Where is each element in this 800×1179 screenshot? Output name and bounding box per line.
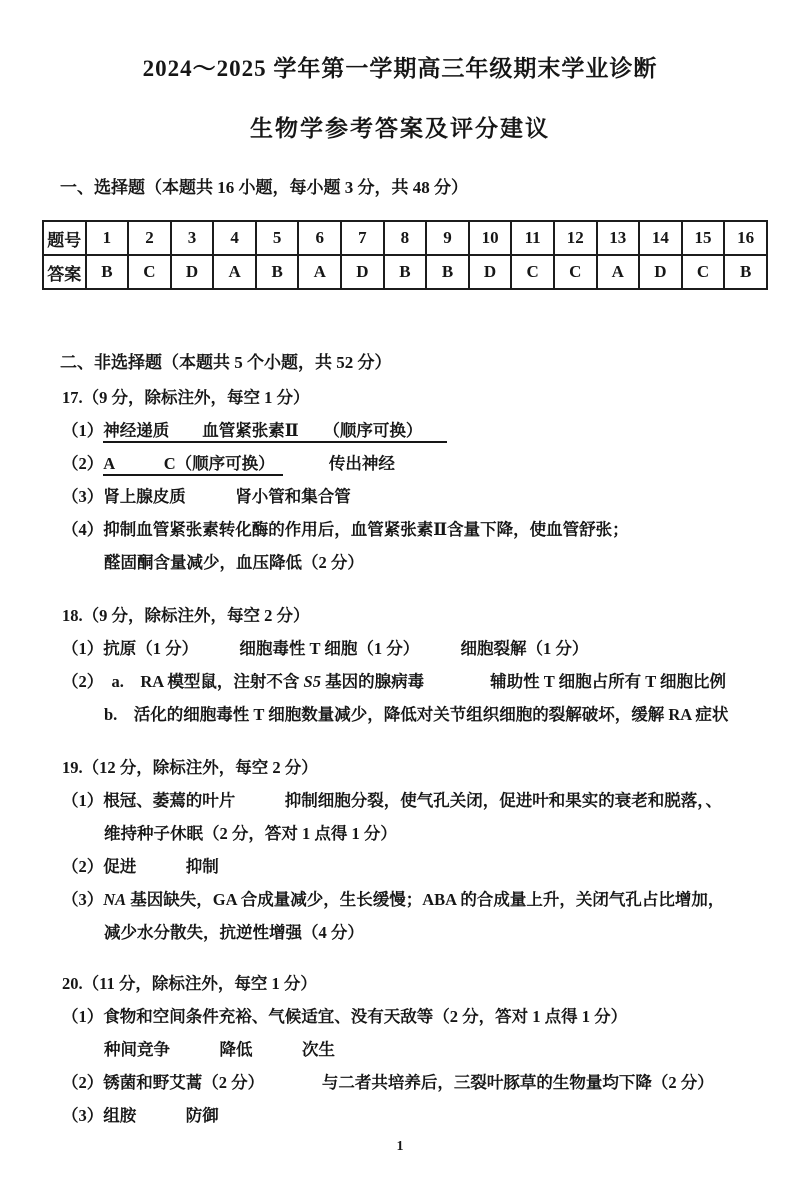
answer-cell: A bbox=[298, 255, 341, 289]
q17-item-2-blank-answer: A C（顺序可换） bbox=[103, 454, 283, 476]
answer-cell: D bbox=[341, 255, 384, 289]
q19-gene-na: NA bbox=[103, 890, 127, 909]
question-number-cell: 13 bbox=[597, 221, 640, 255]
answer-cell: D bbox=[469, 255, 512, 289]
q17-item-2-answer: 传出神经 bbox=[328, 454, 395, 473]
q17-item-2-label: （2） bbox=[62, 454, 104, 473]
q18-header: 18.（9 分，除标注外，每空 2 分） bbox=[62, 606, 310, 625]
q17-item-1 bbox=[62, 418, 762, 443]
answer-cell: D bbox=[171, 255, 214, 289]
question-number-cell: 10 bbox=[469, 221, 512, 255]
q19-item-1-line2: 维持种子休眠（2 分，答对 1 点得 1 分） bbox=[104, 824, 397, 843]
answer-cell: B bbox=[426, 255, 469, 289]
question-number-cell: 14 bbox=[639, 221, 682, 255]
q19-item-3-pre: （3） bbox=[62, 890, 104, 909]
q19-item-3-line2: 减少水分散失，抗逆性增强（4 分） bbox=[104, 923, 364, 942]
question-number-cell: 11 bbox=[511, 221, 554, 255]
section2-heading: 二、非选择题（本题共 5 个小题，共 52 分） bbox=[60, 353, 392, 372]
question-number-cell: 3 bbox=[171, 221, 214, 255]
q18-item-1: （1）抗原（1 分） 细胞毒性 T 细胞（1 分） 细胞裂解（1 分） bbox=[62, 639, 589, 658]
q20-header: 20.（11 分，除标注外，每空 1 分） bbox=[62, 974, 317, 993]
doc-title: 2024～2025 学年第一学期高三年级期末学业诊断 bbox=[142, 56, 658, 81]
q18-item-2a-post: 基因的腺病毒 辅助性 T 细胞占所有 T 细胞比例 bbox=[320, 672, 727, 691]
q18-item-2a bbox=[62, 669, 762, 694]
q17-header: 17.（9 分，除标注外，每空 1 分） bbox=[62, 388, 310, 407]
q19-item-3-post: 基因缺失，GA 合成量减少，生长缓慢；ABA 的合成量上升，关闭气孔占比增加， bbox=[126, 890, 725, 909]
q18-item-2b: b. 活化的细胞毒性 T 细胞数量减少，降低对关节组织细胞的裂解破坏，缓解 RA 症状 bbox=[104, 705, 729, 724]
q18-gene-s5: S5 bbox=[303, 672, 321, 691]
answer-cell: D bbox=[639, 255, 682, 289]
answer-cell: C bbox=[511, 255, 554, 289]
q19-item-2: （2）促进 抑制 bbox=[62, 857, 219, 876]
page-number: 1 bbox=[396, 1139, 404, 1154]
q19-item-1-line1: （1）根冠、萎蔫的叶片 抑制细胞分裂，使气孔关闭，促进叶和果实的衰老和脱落，、 bbox=[62, 791, 722, 810]
doc-subtitle: 生物学参考答案及评分建议 bbox=[250, 116, 550, 141]
q19-header: 19.（12 分，除标注外，每空 2 分） bbox=[62, 758, 318, 777]
question-number-cell: 16 bbox=[724, 221, 767, 255]
answer-table bbox=[42, 220, 768, 290]
question-number-cell: 4 bbox=[213, 221, 256, 255]
question-number-cell: 6 bbox=[298, 221, 341, 255]
q17-item-4-line1: （4）抑制血管紧张素转化酶的作用后，血管紧张素Ⅱ含量下降，使血管舒张； bbox=[62, 520, 629, 539]
answer-cell: A bbox=[213, 255, 256, 289]
answer-cell: B bbox=[384, 255, 427, 289]
question-number-cell: 7 bbox=[341, 221, 384, 255]
q17-item-4-line2: 醛固酮含量减少，血压降低（2 分） bbox=[104, 553, 364, 572]
q20-item-3: （3）组胺 防御 bbox=[62, 1106, 219, 1125]
question-number-cell: 8 bbox=[384, 221, 427, 255]
question-number-cell: 2 bbox=[128, 221, 171, 255]
answer-cell: C bbox=[682, 255, 725, 289]
row-header-numbers: 题号 bbox=[43, 221, 86, 255]
q17-item-2 bbox=[62, 451, 762, 476]
q17-item-3: （3）肾上腺皮质 肾小管和集合管 bbox=[62, 487, 351, 506]
table-row-question-numbers bbox=[43, 221, 767, 255]
question-number-cell: 12 bbox=[554, 221, 597, 255]
q17-item-1-label: （1） bbox=[62, 421, 104, 440]
question-number-cell: 1 bbox=[86, 221, 129, 255]
q20-item-1-line2: 种间竞争 降低 次生 bbox=[104, 1040, 335, 1059]
question-number-cell: 15 bbox=[682, 221, 725, 255]
answer-cell: C bbox=[128, 255, 171, 289]
q17-item-1-blank-answer: 神经递质 血管紧张素Ⅱ （顺序可换） bbox=[103, 421, 447, 443]
q18-item-2a-pre: （2） a. RA 模型鼠，注射不含 bbox=[62, 672, 304, 691]
q20-item-2: （2）锈菌和野艾蒿（2 分） 与二者共培养后，三裂叶豚草的生物量均下降（2 分） bbox=[62, 1073, 714, 1092]
answer-cell: C bbox=[554, 255, 597, 289]
q20-item-1-line1: （1）食物和空间条件充裕、气候适宜、没有天敌等（2 分，答对 1 点得 1 分） bbox=[62, 1007, 628, 1026]
answer-cell: A bbox=[597, 255, 640, 289]
table-row-answers bbox=[43, 255, 767, 289]
answer-cell: B bbox=[86, 255, 129, 289]
q19-item-3-line1 bbox=[62, 887, 762, 912]
answer-cell: B bbox=[256, 255, 299, 289]
row-header-answers: 答案 bbox=[43, 255, 86, 289]
section1-heading: 一、选择题（本题共 16 小题，每小题 3 分，共 48 分） bbox=[60, 178, 468, 197]
question-number-cell: 5 bbox=[256, 221, 299, 255]
question-number-cell: 9 bbox=[426, 221, 469, 255]
answer-cell: B bbox=[724, 255, 767, 289]
